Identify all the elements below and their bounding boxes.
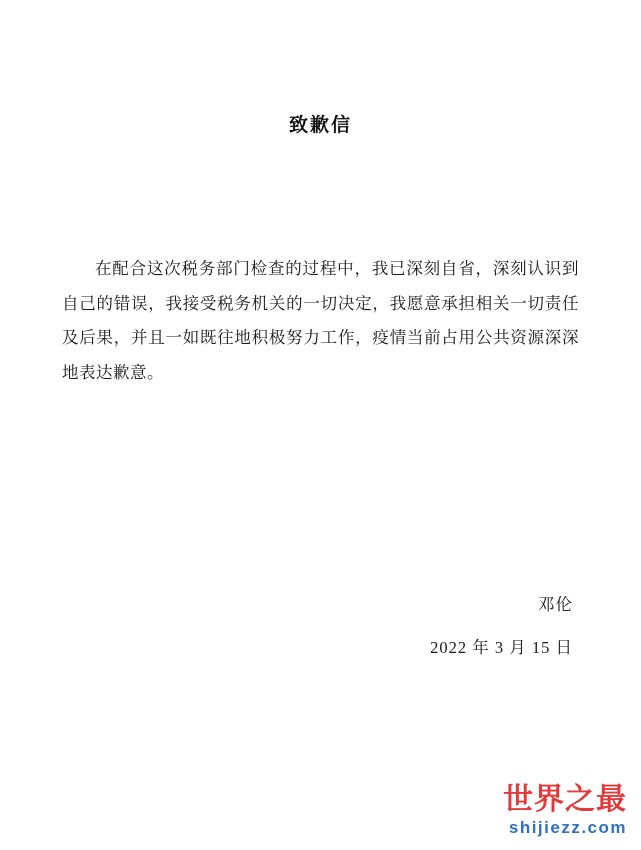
document-body <box>0 137 641 391</box>
signature-date: 2022 年 3 月 15 日 <box>430 637 573 657</box>
signature-name: 邓伦 <box>538 595 573 614</box>
page-title: 致歉信 <box>288 115 352 136</box>
body-paragraph: 在配合这次税务部门检查的过程中，我已深刻自省，深刻认识到自己的错误，我接受税务机关的一切决定，我愿意承担相关一切责任及后果，并且一如既往地积极努力工作，疫情当前占用公共资源深深地表达歉意。 <box>62 259 579 382</box>
watermark-sub-text: shijiezz.com <box>508 818 627 837</box>
signature-block <box>430 588 573 665</box>
watermark <box>503 785 627 836</box>
watermark-main-text: 世界之最 <box>503 783 627 816</box>
